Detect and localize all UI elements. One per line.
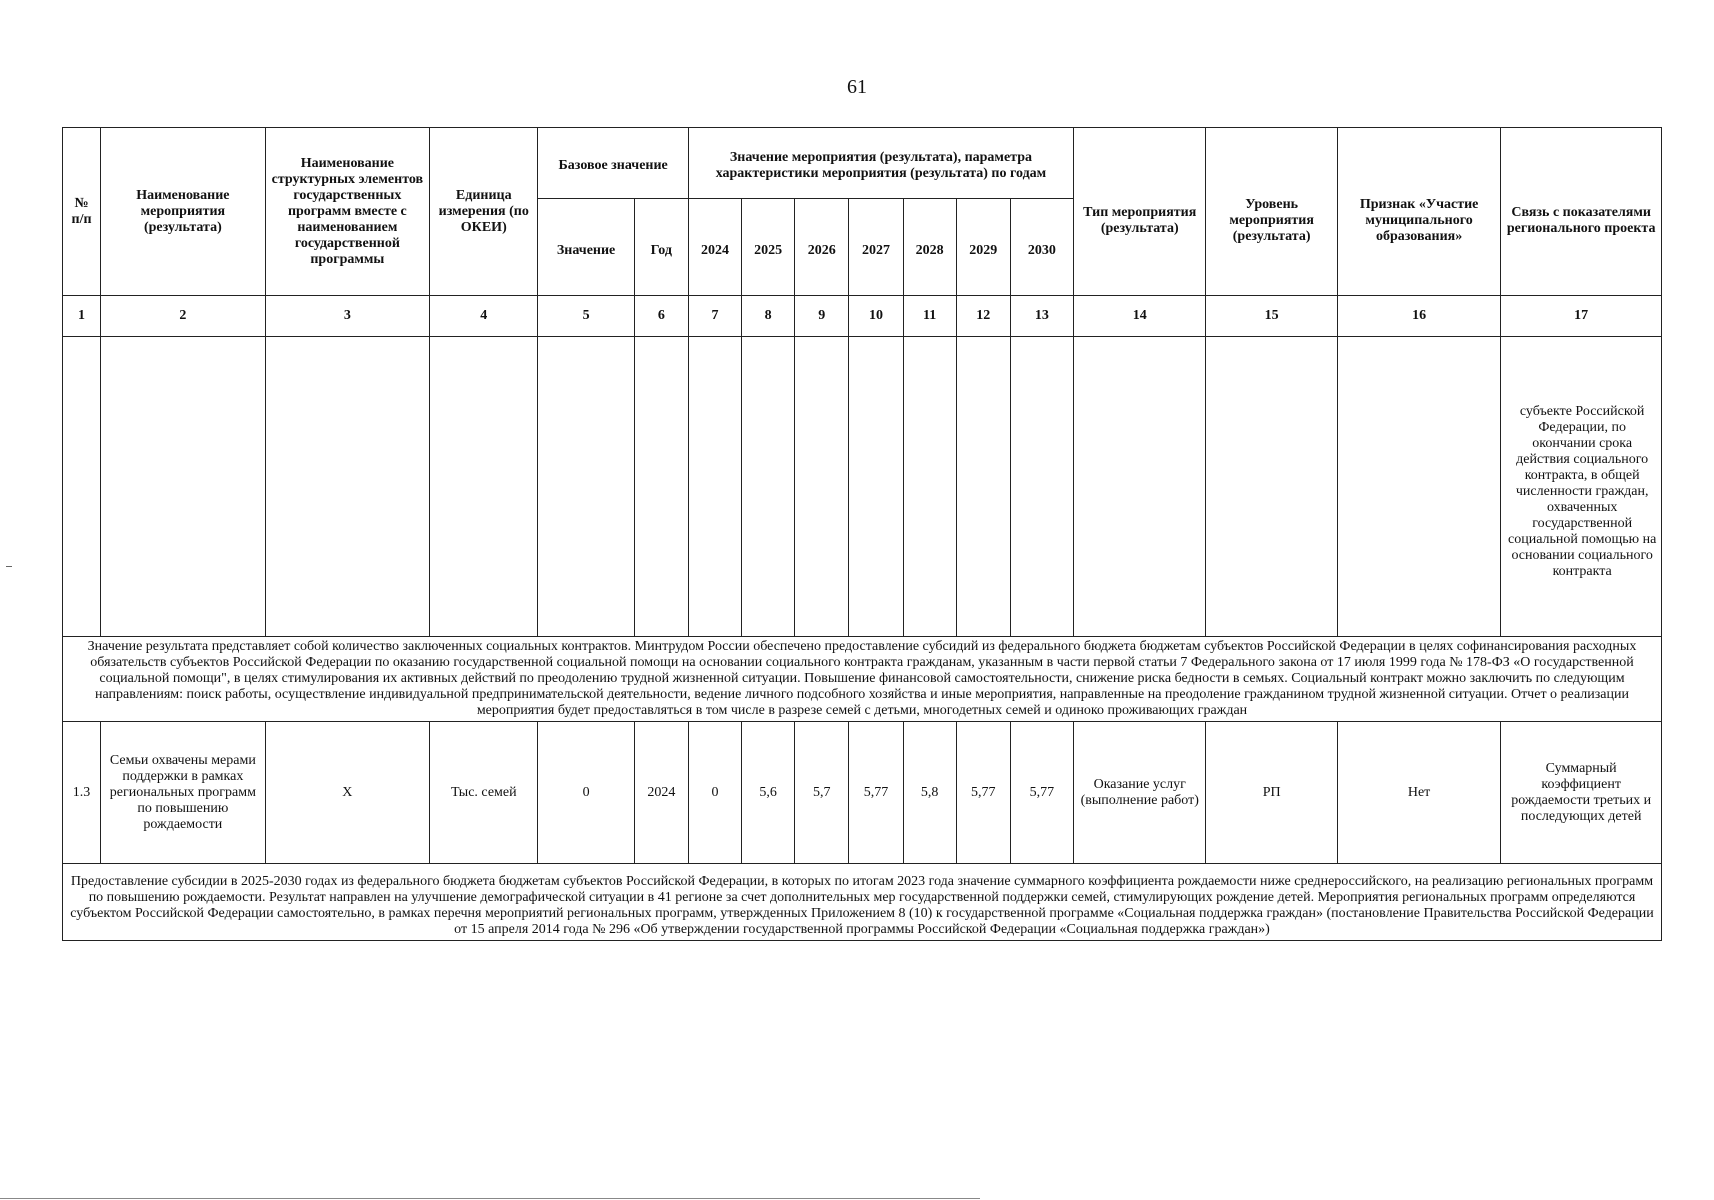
- column-number-row: [63, 296, 1662, 337]
- column-number: 15: [1206, 296, 1337, 337]
- column-number: 3: [265, 296, 430, 337]
- header-type: Тип мероприятия (результата): [1074, 128, 1206, 296]
- table-cell: [795, 337, 849, 637]
- column-number: 8: [742, 296, 795, 337]
- note-row: [63, 637, 1662, 722]
- table-cell: [101, 337, 266, 637]
- column-number: 7: [688, 296, 741, 337]
- row-year-value: 5,77: [1010, 722, 1073, 864]
- scan-mark: [6, 566, 12, 567]
- header-values-by-year: Значение мероприятия (результата), параметра характеристики мероприятия (результата) по годам: [688, 128, 1073, 199]
- row-year-value: 5,8: [903, 722, 956, 864]
- table-cell: [1074, 337, 1206, 637]
- header-base-year: Год: [634, 199, 688, 296]
- table-cell: [430, 337, 538, 637]
- column-number: 6: [634, 296, 688, 337]
- column-number: 10: [849, 296, 903, 337]
- header-year: 2028: [903, 199, 956, 296]
- row-base-year: 2024: [634, 722, 688, 864]
- column-number: 17: [1501, 296, 1662, 337]
- table-cell: [903, 337, 956, 637]
- column-number: 11: [903, 296, 956, 337]
- row-unit: Тыс. семей: [430, 722, 538, 864]
- header-year: 2029: [956, 199, 1010, 296]
- header-year: 2027: [849, 199, 903, 296]
- column-number: 5: [538, 296, 634, 337]
- note-text: Предоставление субсидии в 2025-2030 годах из федерального бюджета бюджетам субъектов Российской Федерации, в которых по итогам 2023 года значение суммарного коэффициента рождаемости ниже среднероссийского, на реализацию региональных программ по повышению рождаемости. Результат направлен на улучшение демографической ситуации в 41 регионе за счет дополнительных мер государственной поддержки семей, стимулирующих рождение детей. Мероприятия региональных программ определяются субъектом Российской Федерации самостоятельно, в рамках перечня мероприятий региональных программ, утвержденных Приложением 8 (10) к государственной программе «Социальная поддержка граждан» (постановление Правительства Российской Федерации от 15 апреля 2014 года № 296 «Об утверждении государственной программы Российской Федерации «Социальная поддержка граждан»): [63, 864, 1662, 941]
- row-year-value: 0: [688, 722, 741, 864]
- header-num: № п/п: [63, 128, 101, 296]
- link-cell: субъекте Российской Федерации, по окончании срока действия социального контракта, в общей численности граждан, охваченных государственной социальной помощью на основании социального контракта: [1501, 337, 1662, 637]
- table-cell: [956, 337, 1010, 637]
- continued-row: [63, 337, 1662, 637]
- table-cell: [1337, 337, 1501, 637]
- table-row: [63, 722, 1662, 864]
- column-number: 14: [1074, 296, 1206, 337]
- header-municipal: Признак «Участие муниципального образования»: [1337, 128, 1501, 296]
- row-year-value: 5,7: [795, 722, 849, 864]
- header-year: 2030: [1010, 199, 1073, 296]
- row-year-value: 5,77: [849, 722, 903, 864]
- row-name: Семьи охвачены мерами поддержки в рамках региональных программ по повышению рождаемости: [101, 722, 266, 864]
- column-number: 12: [956, 296, 1010, 337]
- row-base-value: 0: [538, 722, 634, 864]
- row-link: Суммарный коэффициент рождаемости третьих и последующих детей: [1501, 722, 1662, 864]
- column-number: 9: [795, 296, 849, 337]
- table-cell: [849, 337, 903, 637]
- table-cell: [63, 337, 101, 637]
- table-cell: [538, 337, 634, 637]
- column-number: 4: [430, 296, 538, 337]
- row-year-value: 5,77: [956, 722, 1010, 864]
- row-municipal: Нет: [1337, 722, 1501, 864]
- table-cell: [634, 337, 688, 637]
- header-year: 2024: [688, 199, 741, 296]
- header-name: Наименование мероприятия (результата): [101, 128, 266, 296]
- header-level: Уровень мероприятия (результата): [1206, 128, 1337, 296]
- row-type: Оказание услуг (выполнение работ): [1074, 722, 1206, 864]
- table-cell: [688, 337, 741, 637]
- note-row: [63, 864, 1662, 941]
- row-struct: Х: [265, 722, 430, 864]
- header-link: Связь с показателями регионального проекта: [1501, 128, 1662, 296]
- header-year: 2026: [795, 199, 849, 296]
- column-number: 16: [1337, 296, 1501, 337]
- header-year: 2025: [742, 199, 795, 296]
- measures-table: [62, 127, 1662, 941]
- header-base: Базовое значение: [538, 128, 688, 199]
- column-number: 1: [63, 296, 101, 337]
- row-year-value: 5,6: [742, 722, 795, 864]
- table-cell: [1010, 337, 1073, 637]
- header-base-value: Значение: [538, 199, 634, 296]
- header-struct: Наименование структурных элементов государственных программ вместе с наименованием государственной программы: [265, 128, 430, 296]
- header-unit: Единица измерения (по ОКЕИ): [430, 128, 538, 296]
- row-level: РП: [1206, 722, 1337, 864]
- page-number: 61: [847, 76, 867, 98]
- scan-edge-line: [0, 1198, 980, 1199]
- column-number: 13: [1010, 296, 1073, 337]
- table-cell: [742, 337, 795, 637]
- table-cell: [265, 337, 430, 637]
- column-number: 2: [101, 296, 266, 337]
- table-cell: [1206, 337, 1337, 637]
- row-num: 1.3: [63, 722, 101, 864]
- note-text: Значение результата представляет собой количество заключенных социальных контрактов. Минтрудом России обеспечено предоставление субсидий из федерального бюджета бюджетам субъектов Российской Федерации в целях софинансирования расходных обязательств субъектов Российской Федерации по оказанию государственной социальной помощи на основании социального контракта гражданам, указанным в части первой статьи 7 Федерального закона от 17 июля 1999 года № 178-ФЗ «О государственной социальной помощи", в целях стимулирования их активных действий по преодолению трудной жизненной ситуации. Повышение финансовой самостоятельности, снижение риска бедности в семьях. Социальный контракт можно заключить по следующим направлениям: поиск работы, осуществление индивидуальной предпринимательской деятельности, ведение личного подсобного хозяйства и иные мероприятия, направленные на преодоление гражданином трудной жизненной ситуации. Отчет о реализации мероприятия будет предоставляться в том числе в разрезе семей с детьми, многодетных семей и одиноко проживающих граждан: [63, 637, 1662, 722]
